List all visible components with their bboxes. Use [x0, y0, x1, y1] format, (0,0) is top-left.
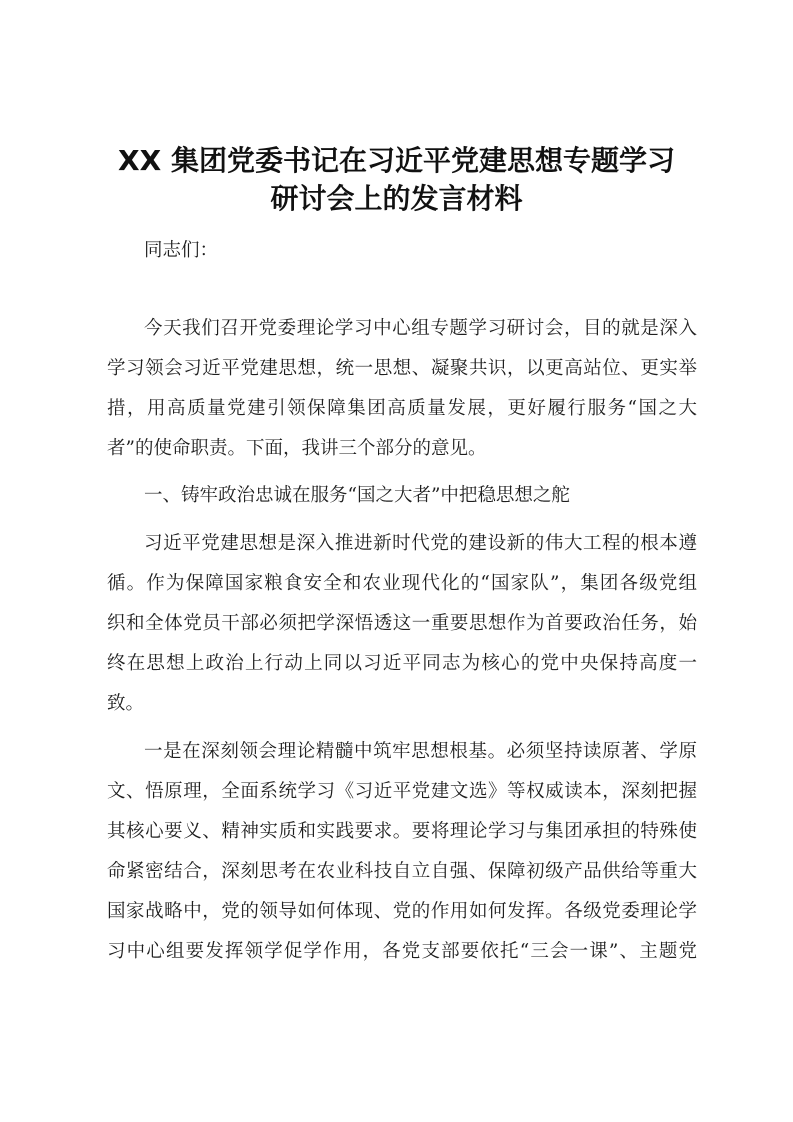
paragraph-1-line-4: 者”的使命职责。下面，我讲三个部分的意见。: [107, 438, 487, 459]
paragraph-2-line-5: 致。: [107, 693, 145, 714]
paragraph-3-line-5: 国家战略中，党的领导如何体现、党的作用如何发挥。各级党委理论学: [107, 901, 697, 922]
paragraph-2-line-2: 循。作为保障国家粮食安全和农业现代化的“国家队”，集团各级党组: [107, 573, 697, 594]
paragraph-2-line-3: 织和全体党员干部必须把学深悟透这一重要思想作为首要政治任务，始: [107, 613, 697, 634]
paragraph-2-line-1: 习近平党建思想是深入推进新时代党的建设新的伟大工程的根本遵: [144, 533, 697, 554]
salutation: 同志们：: [144, 240, 219, 261]
paragraph-3-line-4: 命紧密结合，深刻思考在农业科技自立自强、保障初级产品供给等重大: [107, 861, 697, 882]
paragraph-3-line-3: 其核心要义、精神实质和实践要求。要将理论学习与集团承担的特殊使: [107, 821, 697, 842]
paragraph-3-line-1: 一是在深刻领会理论精髓中筑牢思想根基。必须坚持读原著、学原: [144, 741, 697, 762]
paragraph-3-line-6: 习中心组要发挥领学促学作用，各党支部要依托“三会一课”、主题党: [107, 941, 697, 962]
paragraph-2-line-4: 终在思想上政治上行动上同以习近平同志为核心的党中央保持高度一: [107, 653, 697, 674]
paragraph-1-line-2: 学习领会习近平党建思想，统一思想、凝聚共识，以更高站位、更实举: [107, 358, 697, 379]
paragraph-1-line-1: 今天我们召开党委理论学习中心组专题学习研讨会，目的就是深入: [144, 318, 697, 339]
paragraph-3-line-2: 文、悟原理，全面系统学习《习近平党建文选》等权威读本，深刻把握: [107, 781, 697, 802]
paragraph-1-line-3: 措，用高质量党建引领保障集团高质量发展，更好履行服务“国之大: [107, 398, 697, 419]
section-heading-1: 一、铸牢政治忠诚在服务“国之大者”中把稳思想之舵: [144, 485, 570, 506]
document-title-line-1: XX 集团党委书记在习近平党建思想专题学习: [118, 144, 675, 177]
document-title-line-2: 研讨会上的发言材料: [270, 182, 523, 215]
